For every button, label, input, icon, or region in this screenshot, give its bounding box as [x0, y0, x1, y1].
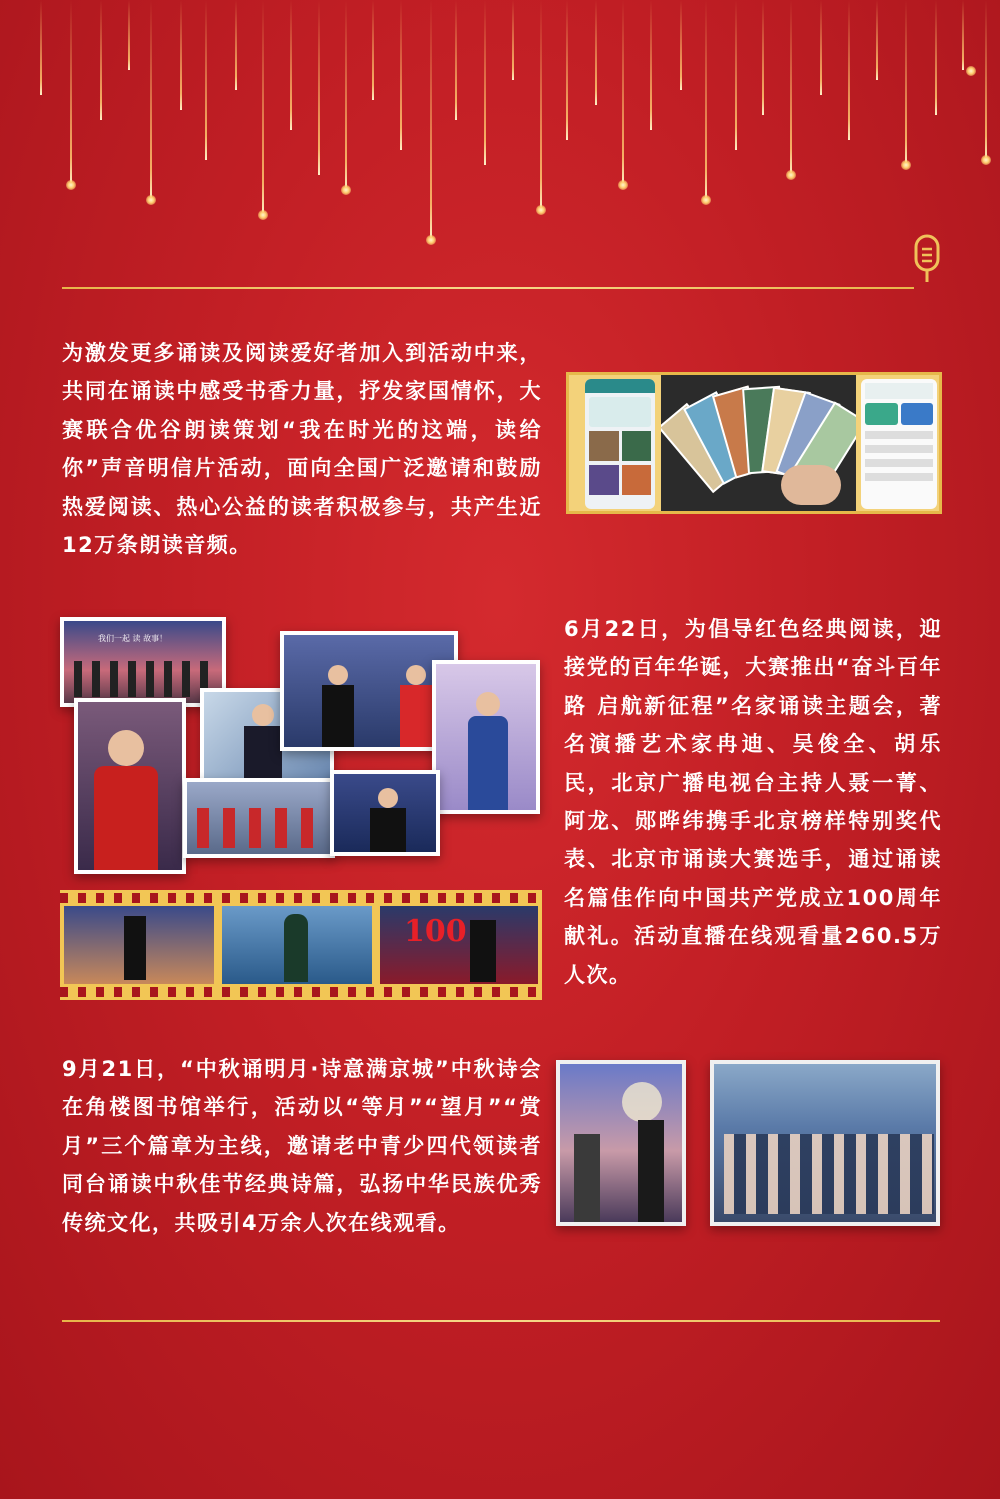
film-strip [60, 890, 542, 1000]
centenary-text: 100 [404, 914, 467, 949]
postcard-activity-photo [566, 372, 942, 514]
mid-autumn-group-photo [710, 1060, 940, 1226]
male-host-reading-photo [330, 770, 440, 856]
top-divider [62, 287, 914, 289]
paragraph-mid-autumn-poetry: 9月21日，“中秋诵明月·诗意满京城”中秋诗会在角楼图书馆举行，活动以“等月”“望月”“赏月”三个篇章为主线，邀请老中青少四代领读者同台诵读中秋佳节经典诗篇，弘扬中华民族优秀传统文化，共吸引4万余人次在线观看。 [62, 1057, 542, 1235]
female-host-photo [432, 660, 540, 814]
children-choir-photo [183, 778, 335, 858]
film-frame-2 [222, 906, 372, 984]
film-frame-3 [380, 906, 538, 984]
microphone-icon [912, 232, 942, 292]
paragraph-postcard-activity: 为激发更多诵读及阅读爱好者加入到活动中来，共同在诵读中感受书香力量，抒发家国情怀，大赛联合优谷朗读策划“我在时光的这端，读给你”声音明信片活动，面向全国广泛邀请和鼓励热爱阅读、热心公益的读者积极参与，共产生近12万条朗读音频。 [62, 341, 542, 558]
mid-autumn-stage-photo [556, 1060, 686, 1226]
app-screenshot-left [585, 379, 655, 509]
red-uniform-speaker-photo [74, 698, 186, 874]
stage-banner-text: 我们一起 读 故事！ [98, 634, 168, 643]
postcards-fan-photo [661, 375, 856, 511]
bottom-divider [62, 1320, 940, 1322]
paragraph-centenary-recitation: 6月22日，为倡导红色经典阅读，迎接党的百年华诞，大赛推出“奋斗百年路 启航新征程”名家诵读主题会，著名演播艺术家冉迪、吴俊全、胡乐民，北京广播电视台主持人聂一菁、阿龙、郧晔纬携手北京榜样特别奖代表、北京市诵读大赛选手，通过诵读名篇佳作向中国共产党成立100周年献礼。活动直播在线观看量260.5万人次。 [564, 617, 942, 987]
app-screenshot-right [861, 379, 937, 509]
film-frame-1 [64, 906, 214, 984]
